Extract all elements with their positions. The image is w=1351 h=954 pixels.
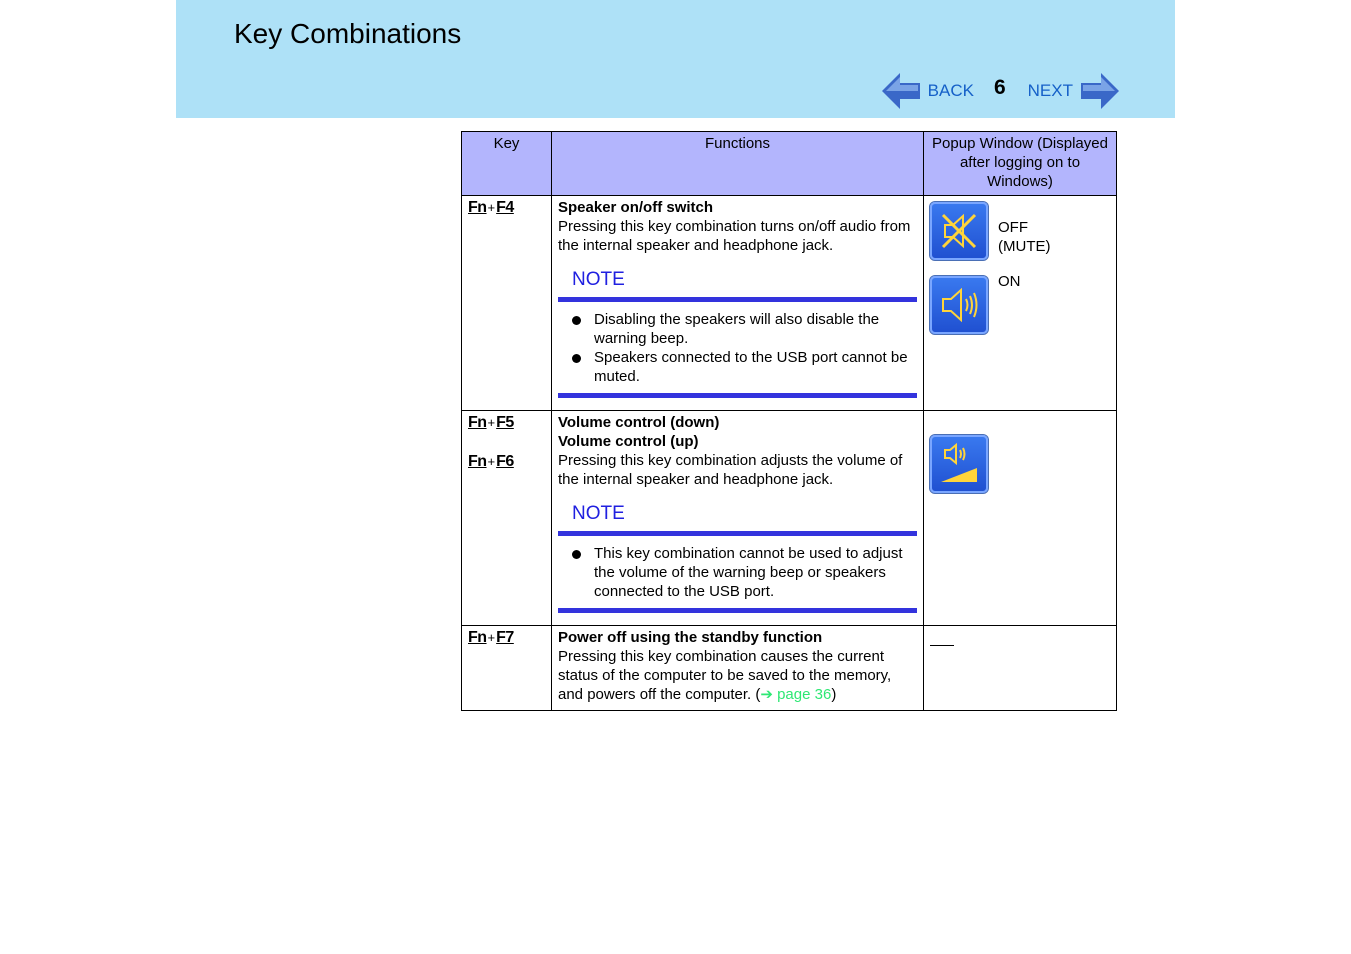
- page-link-text: page 36: [777, 686, 832, 703]
- f-key: F7: [496, 629, 514, 646]
- popup-cell: [924, 626, 1117, 711]
- note-list: [558, 544, 917, 601]
- function-title: Speaker on/off switch: [558, 199, 714, 216]
- function-cell: [552, 411, 924, 626]
- speaker-muted-icon: [930, 202, 988, 260]
- popup-item: [930, 273, 1110, 334]
- speaker-on-icon: [930, 276, 988, 334]
- description-end: ): [831, 686, 837, 703]
- f-key: F6: [496, 453, 514, 470]
- function-description: [558, 647, 917, 704]
- key-cell: [462, 411, 552, 626]
- plus-sign: +: [487, 415, 496, 430]
- page-link[interactable]: [760, 686, 831, 703]
- page-number: 6: [993, 76, 1006, 99]
- plus-sign: +: [487, 630, 496, 645]
- header-key: Key: [462, 132, 552, 196]
- note-label: NOTE: [572, 503, 625, 524]
- popup-cell: [924, 411, 1117, 626]
- table-header-row: [462, 132, 1117, 196]
- f-key: F4: [496, 199, 514, 216]
- fn-key: Fn: [468, 453, 487, 470]
- function-title: Volume control (down): [558, 414, 720, 431]
- key-combo: [468, 452, 545, 471]
- fn-key: Fn: [468, 414, 487, 431]
- next-label: NEXT: [1027, 81, 1073, 100]
- function-title: Power off using the standby function: [558, 629, 823, 646]
- function-description: Pressing this key combination turns on/off audio from the internal speaker and headphone jack.: [558, 218, 911, 254]
- popup-label: ON: [998, 273, 1021, 290]
- popup-item: [930, 202, 1110, 260]
- plus-sign: +: [487, 200, 496, 215]
- back-arrow-icon: [882, 71, 922, 111]
- description-text: Pressing this key combination causes the current status of the computer to be saved to the memory, and powers off the computer. (: [558, 648, 892, 703]
- key-combo: [468, 413, 545, 432]
- page-title: Key Combinations: [234, 18, 462, 49]
- next-button[interactable]: [1028, 71, 1119, 111]
- key-cell: [462, 196, 552, 411]
- table-row: [462, 411, 1117, 626]
- next-arrow-icon: [1079, 71, 1119, 111]
- note-divider: [558, 393, 917, 398]
- plus-sign: +: [487, 454, 496, 469]
- back-button[interactable]: [882, 71, 974, 111]
- no-popup-dash: [930, 633, 954, 646]
- function-description: Pressing this key combination adjusts the volume of the internal speaker and headphone jack.: [558, 452, 903, 488]
- function-cell: [552, 196, 924, 411]
- fn-key: Fn: [468, 199, 487, 216]
- function-title: Volume control (up): [558, 433, 699, 450]
- header-popup: Popup Window (Displayed after logging on to Windows): [924, 132, 1117, 196]
- f-key: F5: [496, 414, 514, 431]
- note-item: Speakers connected to the USB port cannot be muted.: [558, 348, 917, 386]
- volume-level-icon: [930, 435, 988, 493]
- note-divider: [558, 297, 917, 302]
- popup-item: [930, 435, 1110, 493]
- note-divider: [558, 608, 917, 613]
- page-navigation: [882, 71, 1119, 111]
- note-label: NOTE: [572, 269, 625, 290]
- header-functions: Functions: [552, 132, 924, 196]
- key-combinations-table: [461, 131, 1117, 711]
- back-label: BACK: [927, 81, 974, 100]
- table-row: [462, 196, 1117, 411]
- function-cell: [552, 626, 924, 711]
- table-row: [462, 626, 1117, 711]
- popup-label: OFF (MUTE): [998, 219, 1051, 255]
- fn-key: Fn: [468, 629, 487, 646]
- popup-cell: [924, 196, 1117, 411]
- note-divider: [558, 531, 917, 536]
- note-item: This key combination cannot be used to adjust the volume of the warning beep or speakers connected to the USB port.: [558, 544, 917, 601]
- note-item: Disabling the speakers will also disable the warning beep.: [558, 310, 917, 348]
- note-list: [558, 310, 917, 386]
- arrow-right-icon: ➔: [760, 686, 773, 703]
- key-cell: [462, 626, 552, 711]
- page-header: [176, 0, 1175, 118]
